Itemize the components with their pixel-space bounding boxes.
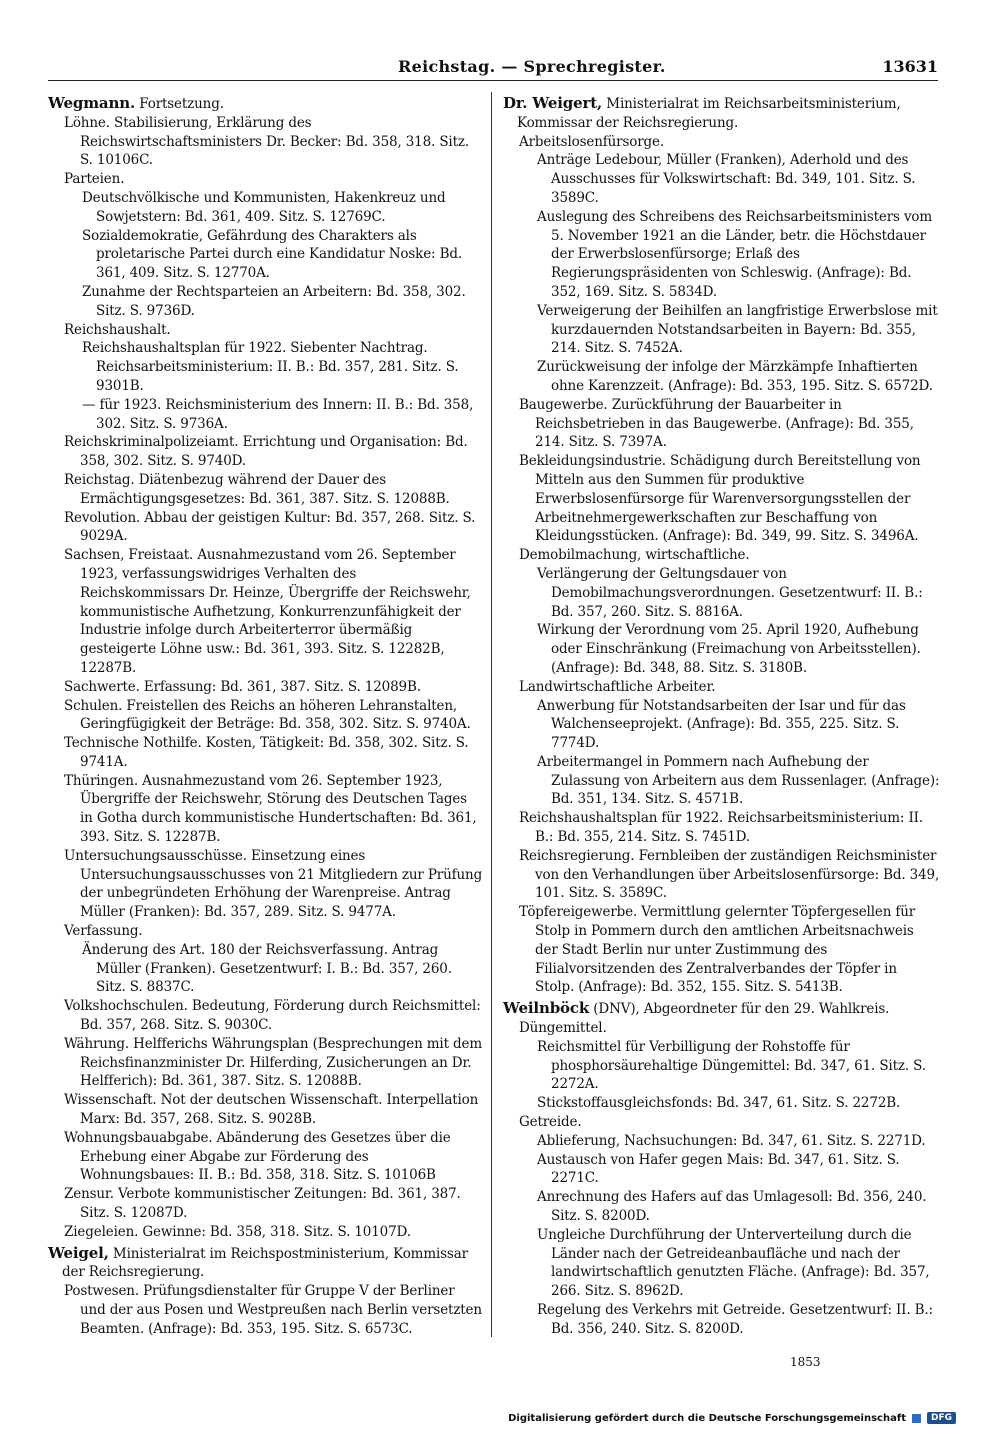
index-topic: Sachwerte. Erfassung: Bd. 361, 387. Sitz. S. 12089B. [64,678,421,695]
index-subentry: Reichshaushaltsplan für 1922. Siebenter Nachtrag. Reichsarbeitsministerium: II. B.: Bd. 357, 281. Sitz. S. 9301B. [82,340,459,394]
index-topic: Landwirtschaftliche Arbeiter. [519,678,716,695]
index-subentry: Sozialdemokratie, Gefährdung des Charakters als proletarische Partei durch eine Kandidatur Noske: Bd. 361, 409. Sitz. S. 12770A. [82,227,462,282]
index-topic: Töpfereigewerbe. Vermittlung gelernter Töpfergesellen für Stolp in Pommern durch den amtlichen Arbeitsnachweis der Stadt Berlin nur unter Zustimmung des Filialvorsitzenden des Zentralverbandes der Töpfer in Stolp. (Anfrage): Bd. 352, 155. Sitz. S. 5413B. [519,904,916,996]
header-rule [48,80,938,81]
index-topic: Reichstag. Diätenbezug während der Dauer des Ermächtigungsgesetzes: Bd. 361, 387. Sitz. S. 12088B. [64,471,450,507]
index-subentry: Stickstoffausgleichsfonds: Bd. 347, 61. Sitz. S. 2272B. [537,1095,901,1112]
dfg-logo: DFG [927,1412,956,1424]
person-heading [503,999,940,1019]
person-description: Ministerialrat im Reichsarbeitsministerium, Kommissar der Reichsregierung. [517,96,901,131]
index-topic: Arbeitslosenfürsorge. [519,133,664,150]
person-name: Weilnböck [503,999,590,1018]
index-subentry: Arbeitermangel in Pommern nach Aufhebung der Zulassung von Arbeitern aus dem Russenlager. (Anfrage): Bd. 351, 134. Sitz. S. 4571B. [537,753,940,808]
person-name: Weigel, [48,1243,109,1262]
index-subentry: Reichsmittel für Verbilligung der Rohstoffe für phosphorsäurehaltige Düngemittel: Bd. 347, 61. Sitz. S. 2272A. [537,1038,926,1093]
index-topic: Reichshaushalt. [64,321,171,338]
index-topic: Zensur. Verbote kommunistischer Zeitungen: Bd. 361, 387. Sitz. S. 12087D. [64,1186,461,1222]
index-topic: Schulen. Freistellen des Reichs an höheren Lehranstalten, Geringfügigkeit der Beträge: Bd. 358, 302. Sitz. S. 9740A. [64,697,471,733]
index-subentry: Wirkung der Verordnung vom 25. April 1920, Aufhebung oder Einschränkung (Freimachung von Arbeitsstellen). (Anfrage): Bd. 348, 88. Sitz. S. 3180B. [537,622,921,676]
index-subentry: Anträge Ledebour, Müller (Franken), Aderhold und des Ausschusses für Volkswirtschaft: Bd. 349, 101. Sitz. S. 3589C. [537,152,916,206]
index-topic: Volkshochschulen. Bedeutung, Förderung durch Reichsmittel: Bd. 357, 268. Sitz. S. 9030C. [64,998,481,1034]
person-heading [48,1244,483,1283]
person-heading [503,94,940,133]
running-title: Reichstag. — Sprechregister. [398,57,666,76]
person-description: Ministerialrat im Reichspostministerium, Kommissar der Reichsregierung. [62,1245,468,1281]
index-topic: Löhne. Stabilisierung, Erklärung des Reichswirtschaftsministers Dr. Becker: Bd. 358, 318. Sitz. S. 10106C. [64,114,469,169]
index-topic: Parteien. [64,171,125,188]
index-subentry: Ungleiche Durchführung der Unterverteilung durch die Länder nach der Getreideanbaufläche und nach der landwirtschaftlich genutzten Fläche. (Anfrage): Bd. 357, 266. Sitz. S. 8962D. [537,1226,930,1300]
index-topic: Reichshaushaltsplan für 1922. Reichsarbeitsministerium: II. B.: Bd. 355, 214. Sitz. S. 7451D. [519,810,923,846]
index-subentry: Ablieferung, Nachsuchungen: Bd. 347, 61. Sitz. S. 2271D. [537,1132,926,1149]
index-topic: Bekleidungsindustrie. Schädigung durch Bereitstellung von Mitteln aus den Summen für produktive Erwerbslosenfürsorge für Warenversorgungsstellen der Arbeitnehmergewerkschaften zur Beschaffung von Kleidungsstücken. (Anfrage): Bd. 349, 99. Sitz. S. 3496A. [519,453,921,545]
index-subentry: Deutschvölkische und Kommunisten, Hakenkreuz und Sowjetstern: Bd. 361, 409. Sitz. S. 12769C. [82,189,446,225]
index-topic: Untersuchungsausschüsse. Einsetzung eines Untersuchungsausschusses von 21 Mitgliedern zur Prüfung der unbegründeten Erhöhung der Warenpreise. Antrag Müller (Franken): Bd. 357, 289. Sitz. S. 9477A. [64,847,483,921]
person-heading [48,94,483,114]
index-subentry: Auslegung des Schreibens des Reichsarbeitsministers vom 5. November 1921 an die Länder, betr. die Höchstdauer der Erwerbslosenfürsorge; Erlaß des Regierungspräsidenten von Schleswig. (Anfrage): Bd. 352, 169. Sitz. S. 5834D. [537,208,933,300]
index-subentry: Regelung des Verkehrs mit Getreide. Gesetzentwurf: II. B.: Bd. 356, 240. Sitz. S. 8200D. [537,1302,933,1337]
index-topic: Reichsregierung. Fernbleiben der zuständigen Reichsminister von den Verhandlungen über Arbeitslosenfürsorge: Bd. 349, 101. Sitz. S. 3589C. [519,847,940,902]
index-subentry: Anrechnung des Hafers auf das Umlagesoll: Bd. 356, 240. Sitz. S. 8200D. [537,1189,927,1225]
index-topic: Sachsen, Freistaat. Ausnahmezustand vom 26. September 1923, verfassungswidriges Verhalten des Reichskommissars Dr. Heinze, Übergriffe der Reichswehr, kommunistische Aufhetzung, Konkurrenzunfähigkeit der Industrie infolge durch Arbeiterterror übermäßig gesteigerte Löhne usw.: Bd. 361, 393. Sitz. S. 12282B, 12287B. [64,547,471,676]
person-name: Dr. Weigert, [503,94,603,112]
index-topic: Getreide. [519,1114,582,1131]
index-topic: Demobilmachung, wirtschaftliche. [519,547,750,564]
index-subentry: — für 1923. Reichsministerium des Innern: II. B.: Bd. 358, 302. Sitz. S. 9736A. [82,396,474,432]
index-topic: Baugewerbe. Zurückführung der Bauarbeiter in Reichsbetrieben in das Baugewerbe. (Anfrage): Bd. 355, 214. Sitz. S. 7397A. [519,396,914,451]
index-subentry: Anwerbung für Notstandsarbeiten der Isar und für das Walchenseeprojekt. (Anfrage): Bd. 355, 225. Sitz. S. 7774D. [537,697,906,752]
index-topic: Wohnungsbauabgabe. Abänderung des Gesetzes über die Erhebung einer Abgabe zur Förderung des Wohnungsbaues: II. B.: Bd. 358, 318. Sitz. S. 10106B [64,1129,451,1184]
person-description: Fortsetzung. [135,96,224,112]
index-topic: Verfassung. [64,923,143,940]
index-subentry: Zunahme der Rechtsparteien an Arbeitern: Bd. 358, 302. Sitz. S. 9736D. [82,283,466,319]
page-header [48,55,938,81]
index-topic: Düngemittel. [519,1020,607,1037]
right-column [503,92,940,1339]
index-subentry: Verweigerung der Beihilfen an langfristige Erwerbslose mit kurzdauernden Notstandsarbeiten in Bayern: Bd. 355, 214. Sitz. S. 7452A. [537,302,938,357]
folio-number: 1853 [790,1355,821,1369]
index-topic: Technische Nothilfe. Kosten, Tätigkeit: Bd. 358, 302. Sitz. S. 9741A. [64,735,469,770]
index-subentry: Austausch von Hafer gegen Mais: Bd. 347, 61. Sitz. S. 2271C. [537,1151,900,1187]
credit-text: Digitalisierung gefördert durch die Deutsche Forschungsgemeinschaft [508,1412,906,1424]
index-topic: Währung. Helfferichs Währungsplan (Besprechungen mit dem Reichsfinanzminister Dr. Hilferding, Zusicherungen an Dr. Helfferich): Bd. 361, 387. Sitz. S. 12088B. [64,1035,482,1090]
index-topic: Reichskriminalpolizeiamt. Errichtung und Organisation: Bd. 358, 302. Sitz. S. 9740D. [64,434,468,470]
digitization-credit [508,1412,956,1424]
page-number: 13631 [882,57,938,76]
left-column [48,92,483,1339]
index-topic: Thüringen. Ausnahmezustand vom 26. September 1923, Übergriffe der Reichswehr, Störung des Deutschen Tages in Gotha durch kommunistische Hundertschaften: Bd. 361, 393. Sitz. S. 12287B. [64,772,477,846]
index-subentry: Verlängerung der Geltungsdauer von Demobilmachungsverordnungen. Gesetzentwurf: II. B.: Bd. 357, 260. Sitz. S. 8816A. [537,565,923,620]
index-subentry: Änderung des Art. 180 der Reichsverfassung. Antrag Müller (Franken). Gesetzentwurf: I. B.: Bd. 357, 260. Sitz. S. 8837C. [82,941,452,996]
index-topic: Revolution. Abbau der geistigen Kultur: Bd. 357, 268. Sitz. S. 9029A. [64,509,476,545]
column-divider [491,92,492,1337]
person-description: (DNV), Abgeordneter für den 29. Wahlkreis. [589,1001,890,1018]
index-topic: Ziegeleien. Gewinne: Bd. 358, 318. Sitz. S. 10107D. [64,1223,411,1240]
index-topic: Wissenschaft. Not der deutschen Wissenschaft. Interpellation Marx: Bd. 357, 268. Sitz. S. 9028B. [64,1092,479,1128]
square-icon [912,1414,921,1423]
index-subentry: Zurückweisung der infolge der Märzkämpfe Inhaftierten ohne Karenzzeit. (Anfrage): Bd. 353, 195. Sitz. S. 6572D. [537,359,933,394]
person-name: Wegmann. [48,94,136,112]
index-topic: Postwesen. Prüfungsdienstalter für Gruppe V der Berliner und der aus Posen und Westpreußen nach Berlin versetzten Beamten. (Anfrage): Bd. 353, 195. Sitz. S. 6573C. [64,1283,482,1337]
